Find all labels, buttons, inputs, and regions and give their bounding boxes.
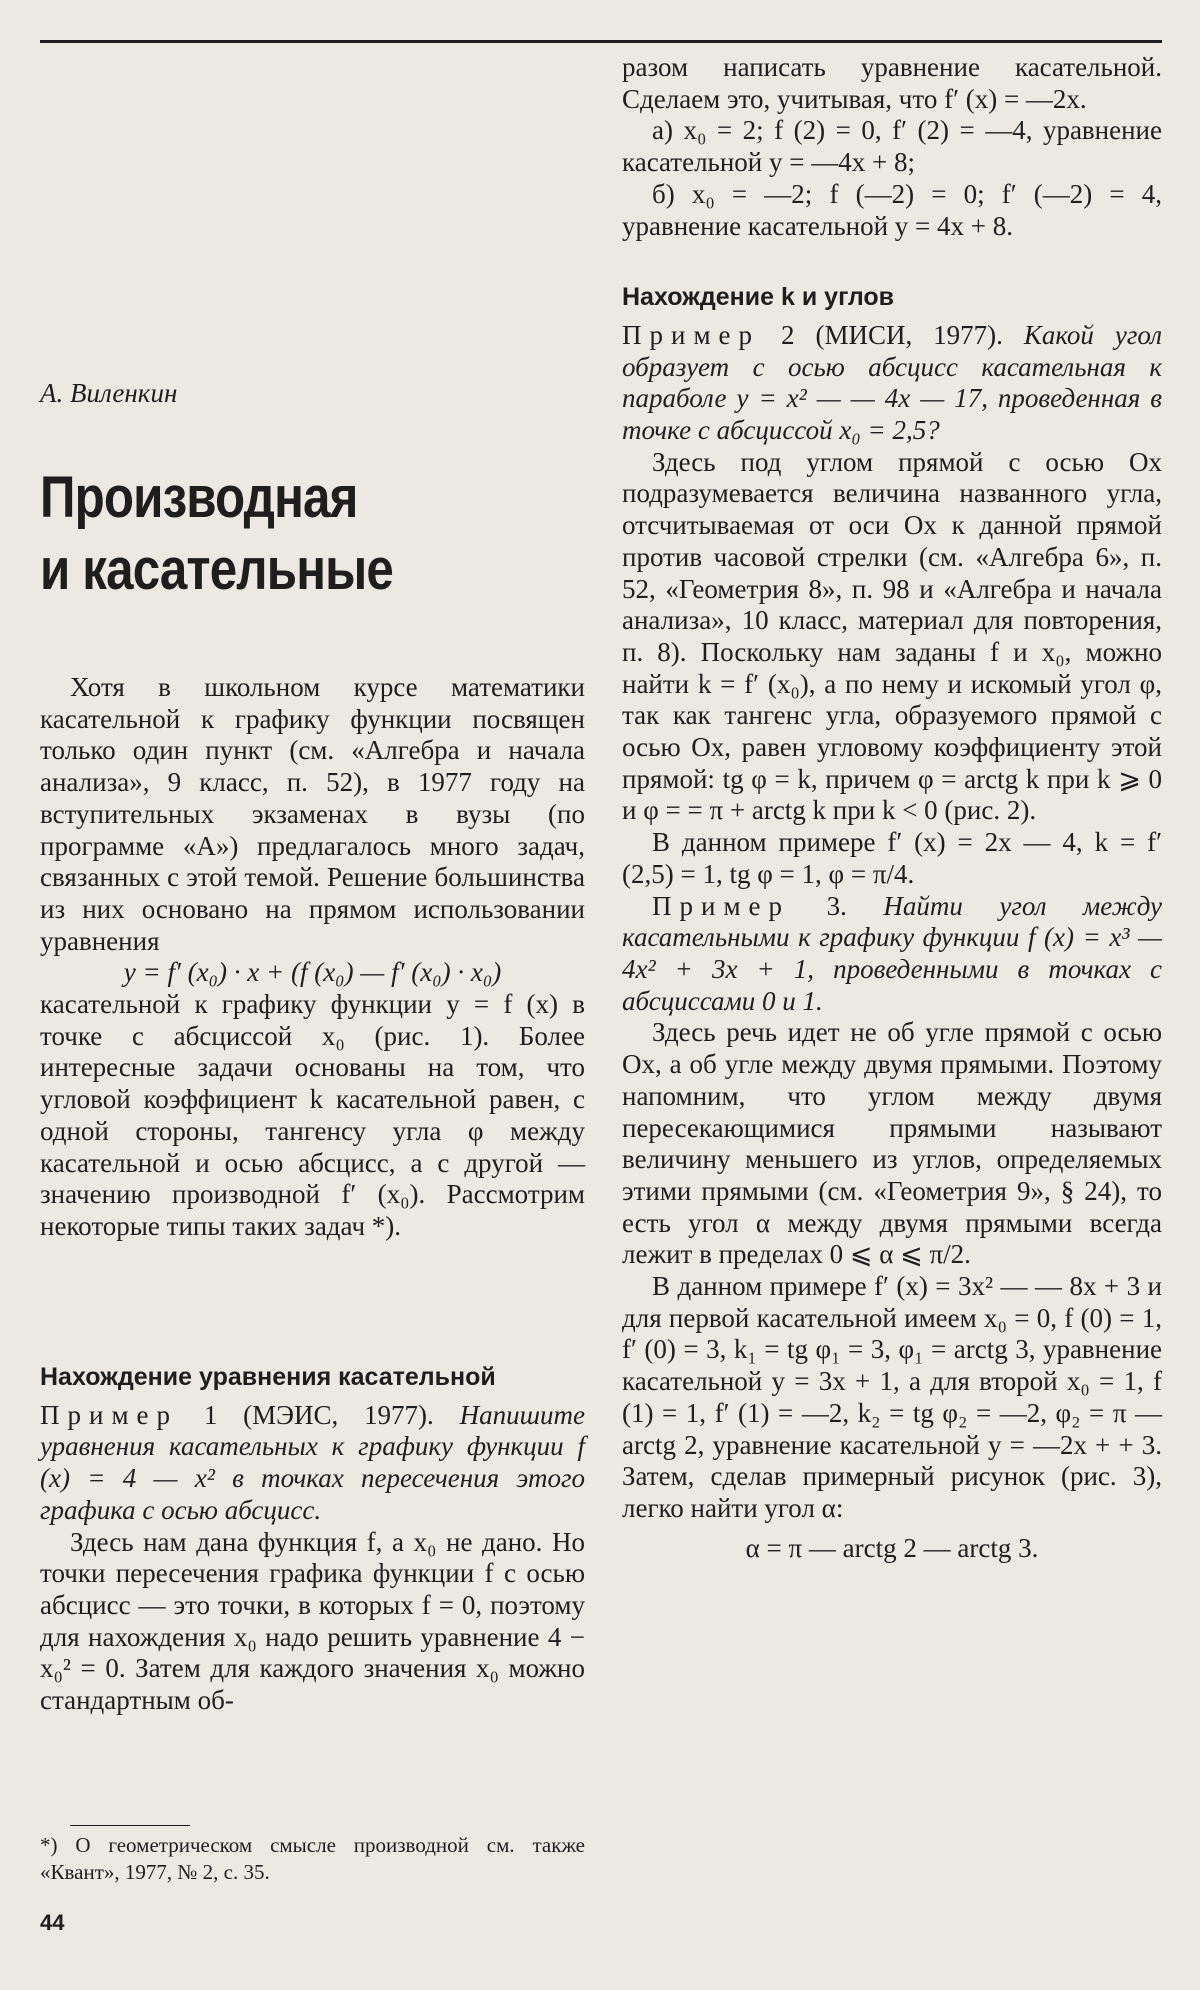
example-3-solution: Здесь речь идет не об угле прямой с осью Ox, а об угле между двумя прямыми. Поэтому напомним, что углом между двумя пересекающимися прямыми называют величину меньшего из углов, определяемых этими прямыми (см. «Геометрия 9», § 24), то есть угол α между двумя прямыми всегда лежит в пределах 0 ⩽ α ⩽ π/2. bbox=[622, 1017, 1162, 1270]
top-rule bbox=[40, 40, 1162, 43]
footnote-rule bbox=[70, 1825, 190, 1826]
final-formula: α = π — arctg 2 — arctg 3. bbox=[745, 1532, 1039, 1563]
page-title bbox=[40, 462, 584, 606]
example-2-source: 2 (МИСИ, 1977). bbox=[760, 319, 1024, 350]
intro-paragraph-2: касательной к графику функции y = f (x) в точке с абсциссой x₀ (рис. 1). Более интересные задачи основаны на том, что угловой коэффициент k касательной равен, с одной стороны, тангенсу угла φ между касательной и осью абсцисс, а с другой — значению производной f′ (x₀). Рассмотрим некоторые типы таких задач *). bbox=[40, 989, 585, 1241]
section-heading-2: Нахождение k и углов bbox=[622, 283, 895, 312]
tangent-formula: y = f′ (x₀) · x + (f (x₀) — f′ (x₀) · x₀) bbox=[123, 957, 502, 988]
author: А. Виленкин bbox=[40, 378, 178, 408]
example-1-source: 1 (МЭИС, 1977). bbox=[178, 1399, 460, 1430]
example-1-case-b: б) x₀ = —2; f (—2) = 0; f′ (—2) = 4, уравнение касательной y = 4x + 8. bbox=[622, 178, 1162, 241]
example-3-label: Пример bbox=[652, 890, 791, 921]
title-line-1: Производная bbox=[40, 465, 358, 530]
example-1-solution: Здесь нам дана функция f, а x₀ не дано. Но точки пересечения графика функции f с осью абсцисс — это точки, в которых f = 0, поэтому для нахождения x₀ надо решить уравнение 4 − x₀² = 0. Затем для каждого значения x₀ можно стандартным об- bbox=[40, 1526, 585, 1716]
example-2-label: Пример bbox=[622, 319, 761, 350]
example-1-label: Пример bbox=[40, 1399, 179, 1430]
title-line-2: и касательные bbox=[40, 537, 393, 602]
example-3 bbox=[622, 891, 1162, 1018]
example-1-continued: разом написать уравнение касательной. Сделаем это, учитывая, что f′ (x) = —2x. bbox=[622, 52, 1162, 114]
example-2-solution: Здесь под углом прямой с осью Ox подразумевается величина названного угла, отсчитываемая от оси Ox к данной прямой против часовой стрелки (см. «Алгебра 6», п. 52, «Геометрия 8», п. 98 и «Алгебра и начала анализа», 10 класс, материал для повторения, п. 8). Поскольку нам заданы f и x₀, можно найти k = f′ (x₀), а по нему и искомый угол φ, так как тангенс угла, образуемого прямой с осью Ox, равен угловому коэффициенту этой прямой: tg φ = k, причем φ = arctg k при k ⩾ 0 и φ = = π + arctg k при k < 0 (рис. 2). bbox=[622, 446, 1162, 826]
footnote: *) О геометрическом смысле производной см. также «Квант», 1977, № 2, с. 35. bbox=[40, 1833, 585, 1884]
example-3-source: 3. bbox=[790, 890, 884, 921]
example-2-task: Какой угол образует с осью абсцисс касательная к параболе y = x² — — 4x — 17, проведенная в точке с абсциссой x₀ = 2,5? bbox=[622, 319, 1163, 446]
example-3-task: Найти угол между касательными к графику функции f (x) = x³ — 4x² + 3x + 1, проведенными в точках с абсциссами 0 и 1. bbox=[622, 890, 1162, 1016]
left-column-section1 bbox=[40, 1362, 585, 1717]
section-heading-1: Нахождение уравнения касательной bbox=[40, 1363, 496, 1391]
example-1-case-a: а) x₀ = 2; f (2) = 0, f′ (2) = —4, уравнение касательной y = —4x + 8; bbox=[622, 115, 1162, 178]
example-2-result: В данном примере f′ (x) = 2x — 4, k = f′ (2,5) = 1, tg φ = 1, φ = π/4. bbox=[622, 827, 1162, 889]
example-2 bbox=[622, 320, 1162, 447]
example-1-task: Напишите уравнения касательных к графику функции f (x) = 4 — x² в точках пересечения этого графика с осью абсцисс. bbox=[40, 1399, 585, 1525]
left-column bbox=[40, 672, 585, 1243]
example-1 bbox=[40, 1400, 585, 1527]
page-number: 44 bbox=[40, 1910, 65, 1935]
example-3-result: В данном примере f′ (x) = 3x² — — 8x + 3 и для первой касательной имеем x₀ = 0, f (0) = 1, f′ (0) = 3, k₁ = tg φ₁ = 3, φ₁ = arctg 3, уравнение касательной y = 3x + 1, а для второй x₀ = 1, f (1) = 1, f′ (1) = —2, k₂ = tg φ₂ = —2, φ₂ = π — arctg 2, уравнение касательной y = —2x + + 3. Затем, сделав примерный рисунок (рис. 3), легко найти угол α: bbox=[622, 1271, 1162, 1523]
intro-paragraph: Хотя в школьном курсе математики касательной к графику функции посвящен только один пункт (см. «Алгебра и начала анализа», 9 класс, п. 52), в 1977 году на вступительных экзаменах в вузы (по программе «А») предлагалось много задач, связанных с этой темой. Решение большинства из них основано на прямом использовании уравнения bbox=[40, 672, 585, 956]
right-column bbox=[622, 52, 1162, 1564]
